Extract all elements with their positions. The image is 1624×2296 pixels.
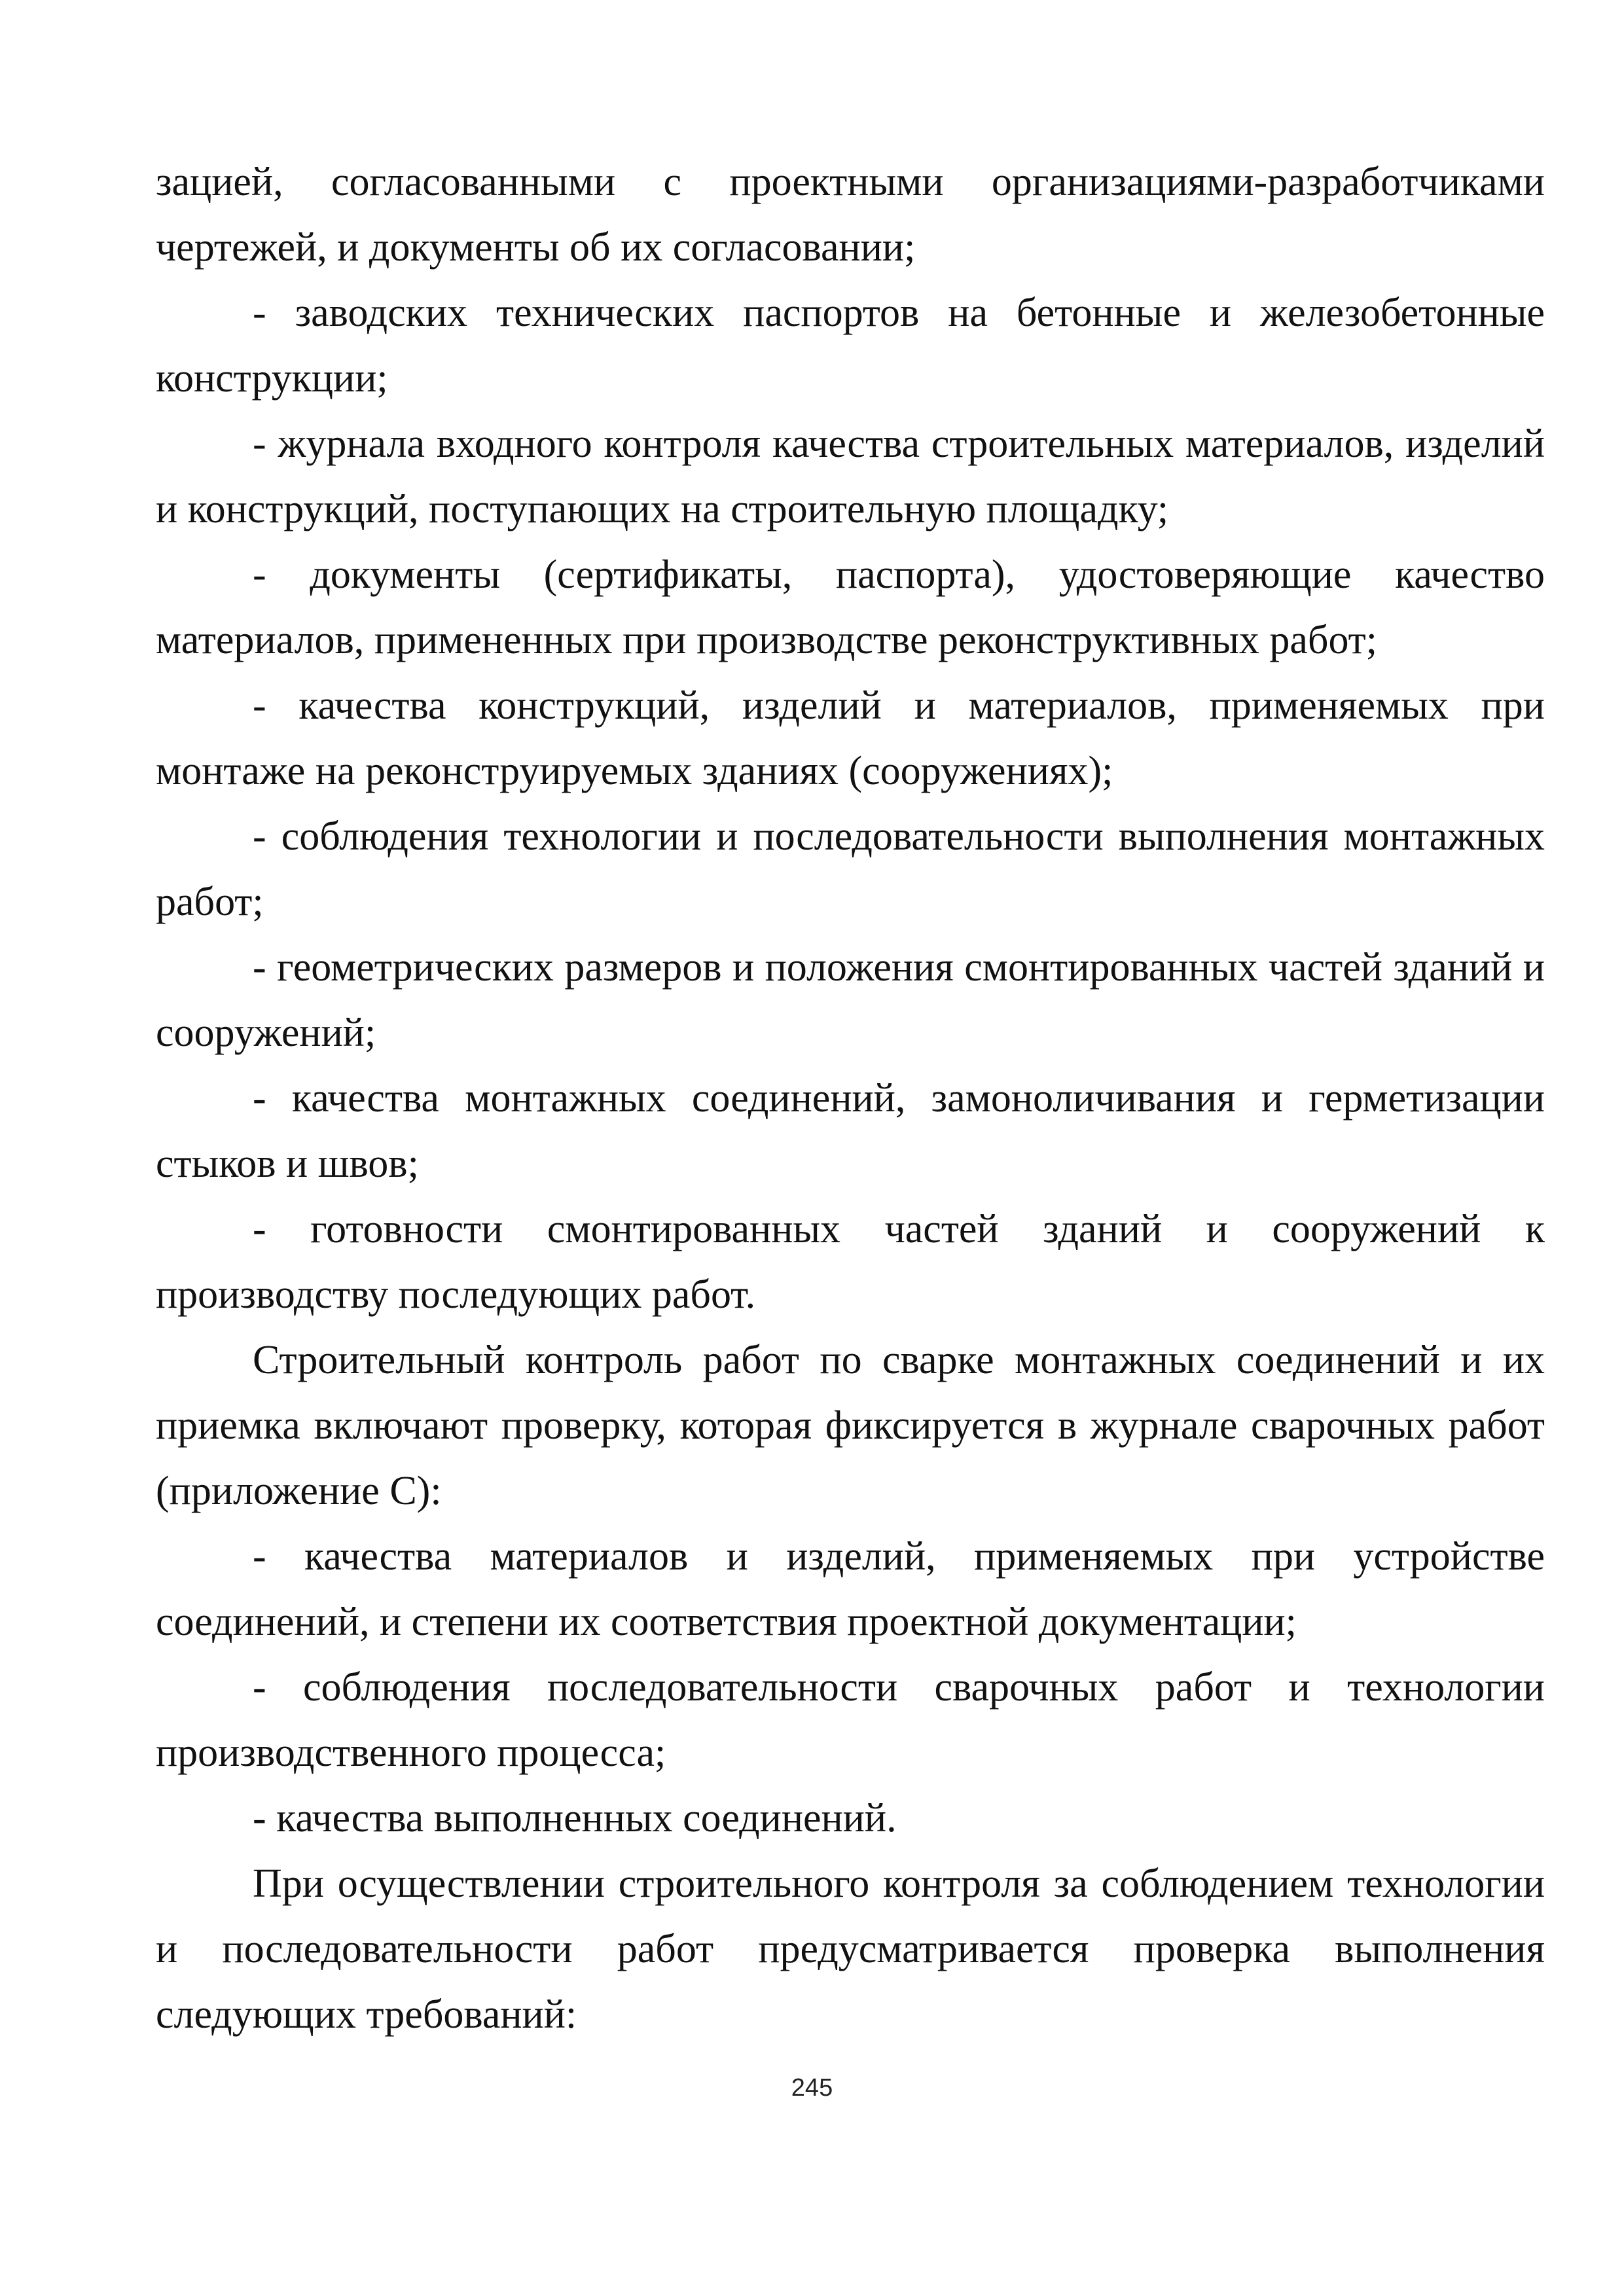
list-item-geometric-sizes: - геометрических размеров и положения смонтированных частей зданий и сооружений; — [156, 945, 1545, 1055]
page-number: 245 — [791, 2074, 833, 2102]
list-item-welding-sequence: - соблюдения последовательности сварочных работ и технологии производственного процесса; — [156, 1665, 1545, 1775]
list-item-materials-quality: - качества материалов и изделий, применяемых при устройстве соединений, и степени их соответствия проектной документации; — [156, 1534, 1545, 1644]
list-item-joint-quality: - качества монтажных соединений, замоноличивания и герметизации стыков и швов; — [156, 1076, 1545, 1186]
list-item-readiness: - готовности смонтированных частей зданий и сооружений к производству последующих работ. — [156, 1207, 1545, 1317]
paragraph-requirements: При осуществлении строительного контроля за соблюдением технологии и последовательности работ предусматривается проверка выполнения следующих требований: — [156, 1861, 1545, 2037]
paragraph-welding-control: Строительный контроль работ по сварке монтажных соединений и их приемка включают проверку, которая фиксируется в журнале сварочных работ (приложение С): — [156, 1338, 1545, 1513]
list-item-completed-joints: - качества выполненных соединений. — [253, 1796, 897, 1840]
body-text — [156, 149, 1545, 2047]
paragraph-continuation: зацией, согласованными с проектными организациями-разработчиками чертежей, и документы об их согласовании; — [156, 160, 1545, 270]
list-item-input-control-journal: - журнала входного контроля качества строительных материалов, изделий и конструкций, поступающих на строительную площадку; — [156, 422, 1545, 531]
list-item-factory-passports: - заводских технических паспортов на бетонные и железобетонные конструкции; — [156, 291, 1545, 401]
list-item-technology-sequence: - соблюдения технологии и последовательности выполнения монтажных работ; — [156, 814, 1545, 924]
list-item-quality-documents: - документы (сертификаты, паспорта), удостоверяющие качество материалов, примененных при производстве реконструктивных работ; — [156, 552, 1545, 662]
list-item-construction-quality: - качества конструкций, изделий и материалов, применяемых при монтаже на реконструируемых зданиях (сооружениях); — [156, 683, 1545, 793]
